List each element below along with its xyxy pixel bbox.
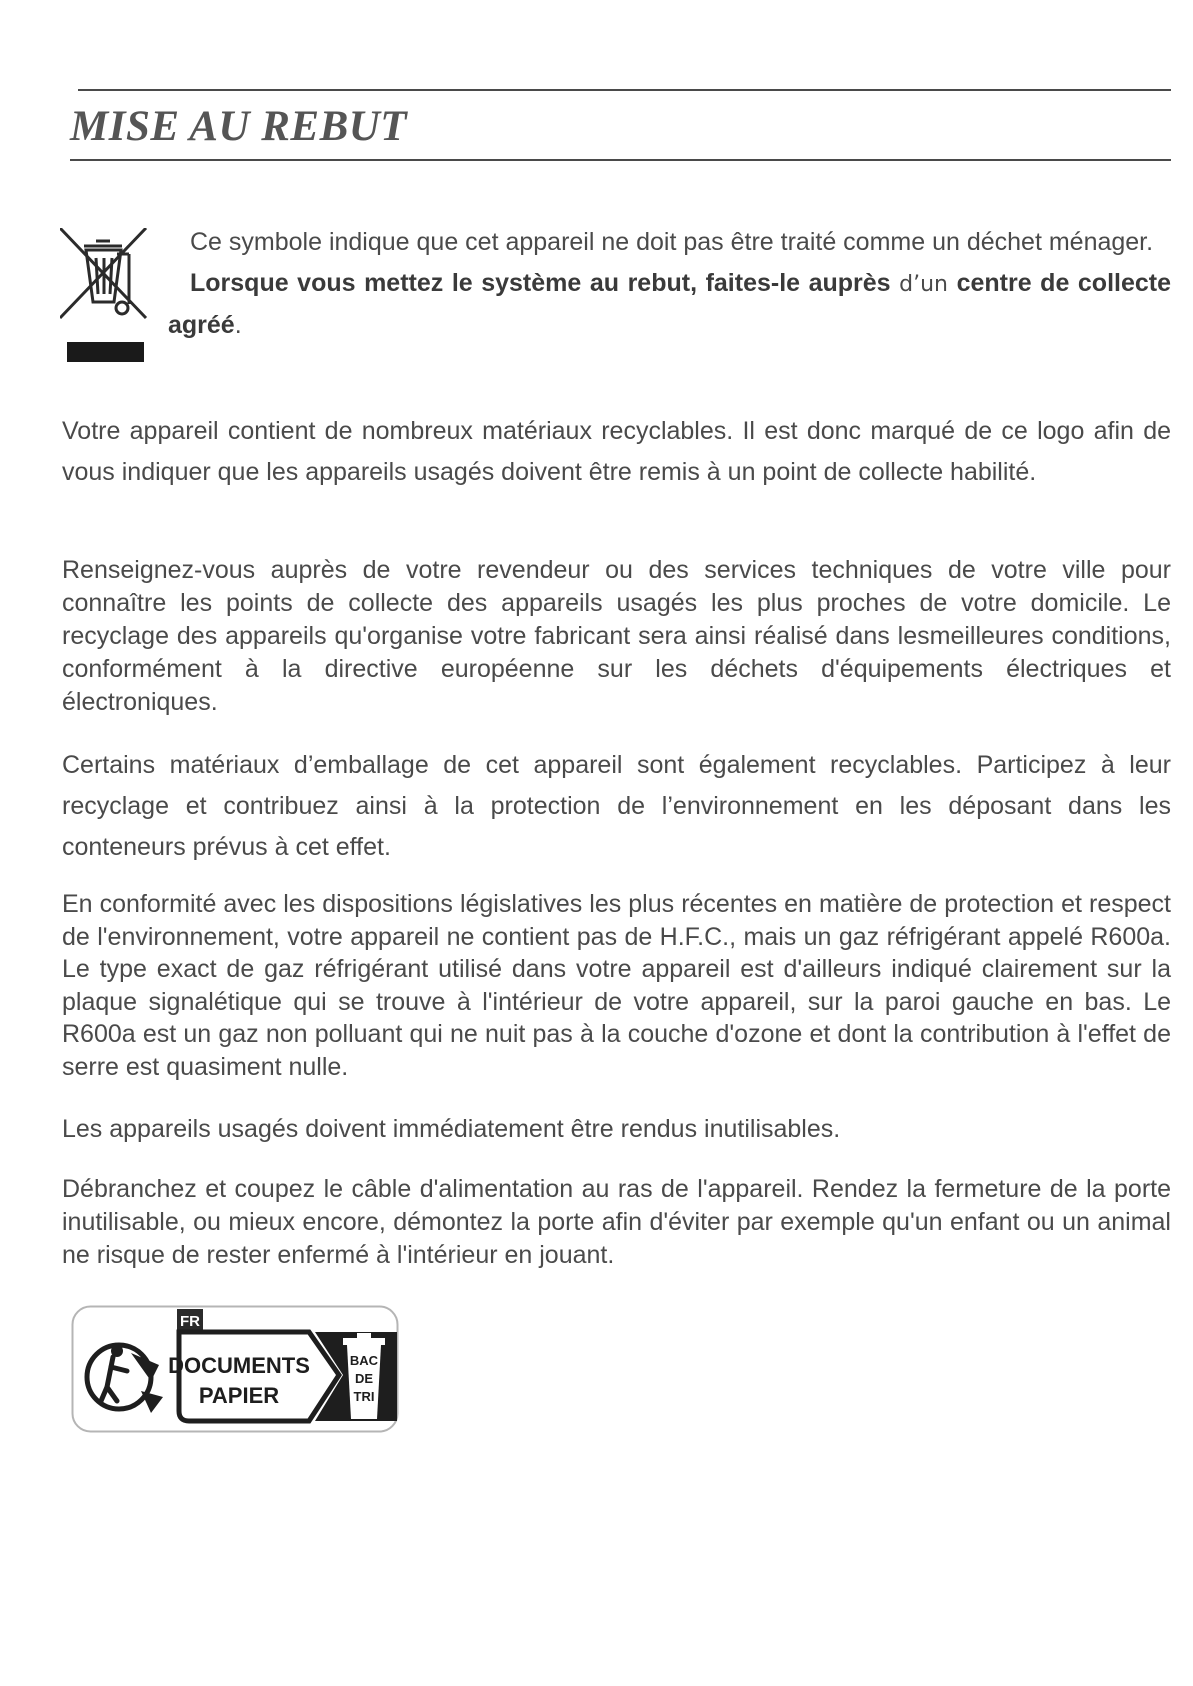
paragraph-disconnect: Débranchez et coupez le câble d'alimentation au ras de l'appareil. Rendez la fermeture de la porte inutilisable, ou mieux encore, démontez la porte afin d'éviter par exemple qu'un enfant ou un animal ne risque de rester enfermé à l'intérieur en jouant. bbox=[62, 1175, 1171, 1269]
triman-logo bbox=[71, 1305, 399, 1433]
intro-line-1: Ce symbole indique que cet appareil ne doit pas être traité comme un déchet ménager. bbox=[190, 228, 1154, 256]
paragraph-unusable: Les appareils usagés doivent immédiatement être rendus inutilisables. bbox=[62, 1115, 841, 1143]
paragraph-collection-points: Renseignez-vous auprès de votre revendeur ou des services techniques de votre ville pour connaître les points de collecte des appareils usagés les plus proches de votre domicile. Le recyclage des appareils qu'organise votre fabricant sera ainsi réalisé dans lesmeilleures conditions, conformément à la directive européenne sur les déchets d'équipements électriques et électroniques. bbox=[62, 556, 1171, 716]
triman-line-1: DOCUMENTS bbox=[168, 1353, 310, 1378]
header-rule-bottom bbox=[70, 159, 1171, 161]
triman-country: FR bbox=[180, 1313, 200, 1330]
paragraph-refrigerant: En conformité avec les dispositions législatives les plus récentes en matière de protection et respect de l'environnement, votre appareil ne contient pas de H.F.C., mais un gaz réfrigérant appelé R600a. Le type exact de gaz réfrigérant utilisé dans votre appareil est d'ailleurs indiqué clairement sur la plaque signalétique qui se trouve à l'intérieur de votre appareil, sur la paroi gauche en bas. Le R600a est un gaz non polluant qui ne nuit pas à la couche d'ozone et dont la contribution à l'effet de serre est quasiment nulle. bbox=[62, 890, 1171, 1081]
triman-bin-line-2: DE bbox=[354, 1371, 374, 1386]
triman-bin-line-3: TRI bbox=[353, 1389, 375, 1404]
intro-line-2-dun: d’un bbox=[899, 272, 949, 297]
page-title: MISE AU REBUT bbox=[70, 103, 408, 150]
crossed-bin-icon bbox=[60, 228, 156, 364]
triman-line-2: PAPIER bbox=[198, 1383, 280, 1408]
paragraph-packaging: Certains matériaux d’emballage de cet appareil sont également recyclables. Participez à leur recyclage et contribuez ainsi à la protection de l’environnement en les déposant dans les conteneurs prévus à cet effet. bbox=[62, 751, 1171, 861]
triman-bin-line-1: BAC bbox=[349, 1353, 379, 1368]
intro-line-2b: centre de collecte agréé bbox=[168, 269, 1171, 339]
paragraph-recyclable: Votre appareil contient de nombreux matériaux recyclables. Il est donc marqué de ce logo afin de vous indiquer que les appareils usagés doivent être remis à un point de collecte habilité. bbox=[62, 417, 1171, 486]
header-rule-top bbox=[78, 89, 1171, 91]
intro-line-2-end: . bbox=[234, 311, 242, 339]
intro-block bbox=[168, 222, 1171, 346]
intro-line-2a: Lorsque vous mettez le système au rebut, faites-le auprès bbox=[190, 269, 891, 297]
